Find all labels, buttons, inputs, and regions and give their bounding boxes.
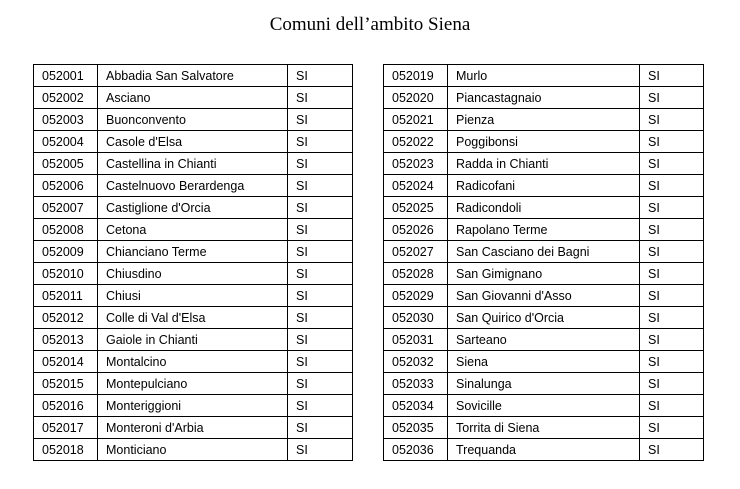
comune-code-cell: 052032 [384, 351, 448, 373]
comune-name-cell: Casole d'Elsa [98, 131, 288, 153]
comune-code-cell: 052016 [34, 395, 98, 417]
comune-flag-cell: SI [640, 241, 704, 263]
comune-name-cell: Monticiano [98, 439, 288, 461]
table-row [384, 395, 704, 417]
comune-name-cell: Chianciano Terme [98, 241, 288, 263]
comune-code-cell: 052014 [34, 351, 98, 373]
comune-code-cell: 052020 [384, 87, 448, 109]
comune-name-cell: Abbadia San Salvatore [98, 65, 288, 87]
comune-flag-cell: SI [288, 65, 353, 87]
table-row [384, 373, 704, 395]
comune-name-cell: Radicondoli [448, 197, 640, 219]
comune-code-cell: 052030 [384, 307, 448, 329]
comune-code-cell: 052007 [34, 197, 98, 219]
comune-name-cell: Sovicille [448, 395, 640, 417]
comune-name-cell: Castelnuovo Berardenga [98, 175, 288, 197]
table-row [34, 219, 353, 241]
comune-flag-cell: SI [288, 87, 353, 109]
comune-name-cell: Chiusdino [98, 263, 288, 285]
comune-flag-cell: SI [288, 373, 353, 395]
comune-flag-cell: SI [640, 219, 704, 241]
comune-code-cell: 052026 [384, 219, 448, 241]
comune-name-cell: Sarteano [448, 329, 640, 351]
comune-flag-cell: SI [288, 109, 353, 131]
comune-name-cell: Siena [448, 351, 640, 373]
comune-code-cell: 052023 [384, 153, 448, 175]
comune-flag-cell: SI [640, 307, 704, 329]
comune-flag-cell: SI [640, 285, 704, 307]
table-row [34, 351, 353, 373]
comune-name-cell: Monteroni d'Arbia [98, 417, 288, 439]
comune-code-cell: 052024 [384, 175, 448, 197]
comune-name-cell: Poggibonsi [448, 131, 640, 153]
comune-flag-cell: SI [288, 285, 353, 307]
table-row [34, 241, 353, 263]
comune-code-cell: 052021 [384, 109, 448, 131]
comune-flag-cell: SI [640, 65, 704, 87]
comune-flag-cell: SI [640, 197, 704, 219]
table-row [34, 87, 353, 109]
comune-name-cell: Pienza [448, 109, 640, 131]
table-row [34, 153, 353, 175]
table-row [34, 65, 353, 87]
table-row [34, 373, 353, 395]
comune-name-cell: Trequanda [448, 439, 640, 461]
table-row [384, 329, 704, 351]
comune-name-cell: Asciano [98, 87, 288, 109]
page-title: Comuni dell’ambito Siena [269, 14, 471, 35]
comune-name-cell: San Casciano dei Bagni [448, 241, 640, 263]
comune-code-cell: 052009 [34, 241, 98, 263]
comune-name-cell: Castellina in Chianti [98, 153, 288, 175]
comune-flag-cell: SI [640, 417, 704, 439]
comune-name-cell: Torrita di Siena [448, 417, 640, 439]
comune-name-cell: Radda in Chianti [448, 153, 640, 175]
comune-name-cell: Montepulciano [98, 373, 288, 395]
table-row [34, 307, 353, 329]
table-row [34, 439, 353, 461]
comune-flag-cell: SI [288, 153, 353, 175]
table-row [384, 175, 704, 197]
comune-flag-cell: SI [288, 439, 353, 461]
comune-flag-cell: SI [640, 395, 704, 417]
table-row [384, 219, 704, 241]
comune-code-cell: 052005 [34, 153, 98, 175]
comune-name-cell: Rapolano Terme [448, 219, 640, 241]
table-row [34, 175, 353, 197]
comune-flag-cell: SI [288, 219, 353, 241]
comune-flag-cell: SI [640, 439, 704, 461]
table-row [384, 65, 704, 87]
comune-name-cell: Murlo [448, 65, 640, 87]
table-row [34, 285, 353, 307]
comune-name-cell: Castiglione d'Orcia [98, 197, 288, 219]
comuni-table-right [383, 64, 704, 461]
comune-flag-cell: SI [640, 263, 704, 285]
table-row [384, 307, 704, 329]
comune-name-cell: Colle di Val d'Elsa [98, 307, 288, 329]
comune-code-cell: 052017 [34, 417, 98, 439]
table-row [384, 109, 704, 131]
comune-code-cell: 052036 [384, 439, 448, 461]
table-row [384, 153, 704, 175]
comune-code-cell: 052004 [34, 131, 98, 153]
table-row [34, 263, 353, 285]
table-row [34, 197, 353, 219]
comune-flag-cell: SI [640, 131, 704, 153]
comune-code-cell: 052010 [34, 263, 98, 285]
table-row [384, 197, 704, 219]
comune-flag-cell: SI [288, 241, 353, 263]
table-row [384, 87, 704, 109]
comune-code-cell: 052012 [34, 307, 98, 329]
table-row [34, 329, 353, 351]
comune-flag-cell: SI [640, 109, 704, 131]
comune-flag-cell: SI [640, 153, 704, 175]
table-row [384, 417, 704, 439]
comune-code-cell: 052011 [34, 285, 98, 307]
table-row [384, 131, 704, 153]
comune-name-cell: Sinalunga [448, 373, 640, 395]
table-row [34, 417, 353, 439]
comune-code-cell: 052022 [384, 131, 448, 153]
comune-flag-cell: SI [288, 263, 353, 285]
comune-code-cell: 052001 [34, 65, 98, 87]
table-row [384, 263, 704, 285]
comune-code-cell: 052008 [34, 219, 98, 241]
comune-name-cell: Montalcino [98, 351, 288, 373]
comune-name-cell: Cetona [98, 219, 288, 241]
comune-flag-cell: SI [640, 373, 704, 395]
comune-code-cell: 052025 [384, 197, 448, 219]
comune-flag-cell: SI [288, 197, 353, 219]
comune-code-cell: 052033 [384, 373, 448, 395]
comune-flag-cell: SI [288, 307, 353, 329]
table-row [34, 131, 353, 153]
comune-flag-cell: SI [288, 329, 353, 351]
comune-flag-cell: SI [288, 131, 353, 153]
comune-flag-cell: SI [288, 351, 353, 373]
table-row [34, 109, 353, 131]
comune-name-cell: Monteriggioni [98, 395, 288, 417]
comune-name-cell: Buonconvento [98, 109, 288, 131]
comune-code-cell: 052019 [384, 65, 448, 87]
comune-name-cell: Piancastagnaio [448, 87, 640, 109]
comune-code-cell: 052034 [384, 395, 448, 417]
comune-flag-cell: SI [640, 329, 704, 351]
comune-code-cell: 052015 [34, 373, 98, 395]
comune-code-cell: 052027 [384, 241, 448, 263]
comune-flag-cell: SI [288, 417, 353, 439]
table-row [384, 439, 704, 461]
comune-code-cell: 052013 [34, 329, 98, 351]
comune-code-cell: 052006 [34, 175, 98, 197]
table-row [384, 285, 704, 307]
comune-name-cell: Chiusi [98, 285, 288, 307]
comune-flag-cell: SI [640, 351, 704, 373]
comune-code-cell: 052003 [34, 109, 98, 131]
comune-name-cell: Radicofani [448, 175, 640, 197]
comune-code-cell: 052028 [384, 263, 448, 285]
comune-name-cell: San Quirico d'Orcia [448, 307, 640, 329]
comune-flag-cell: SI [640, 87, 704, 109]
table-row [34, 395, 353, 417]
comune-code-cell: 052029 [384, 285, 448, 307]
comune-code-cell: 052031 [384, 329, 448, 351]
comune-name-cell: San Gimignano [448, 263, 640, 285]
comune-flag-cell: SI [288, 175, 353, 197]
comuni-table-left [33, 64, 353, 461]
comune-name-cell: Gaiole in Chianti [98, 329, 288, 351]
table-row [384, 351, 704, 373]
comune-flag-cell: SI [640, 175, 704, 197]
table-row [384, 241, 704, 263]
comune-code-cell: 052018 [34, 439, 98, 461]
comune-code-cell: 052035 [384, 417, 448, 439]
comune-code-cell: 052002 [34, 87, 98, 109]
comune-name-cell: San Giovanni d'Asso [448, 285, 640, 307]
comune-flag-cell: SI [288, 395, 353, 417]
